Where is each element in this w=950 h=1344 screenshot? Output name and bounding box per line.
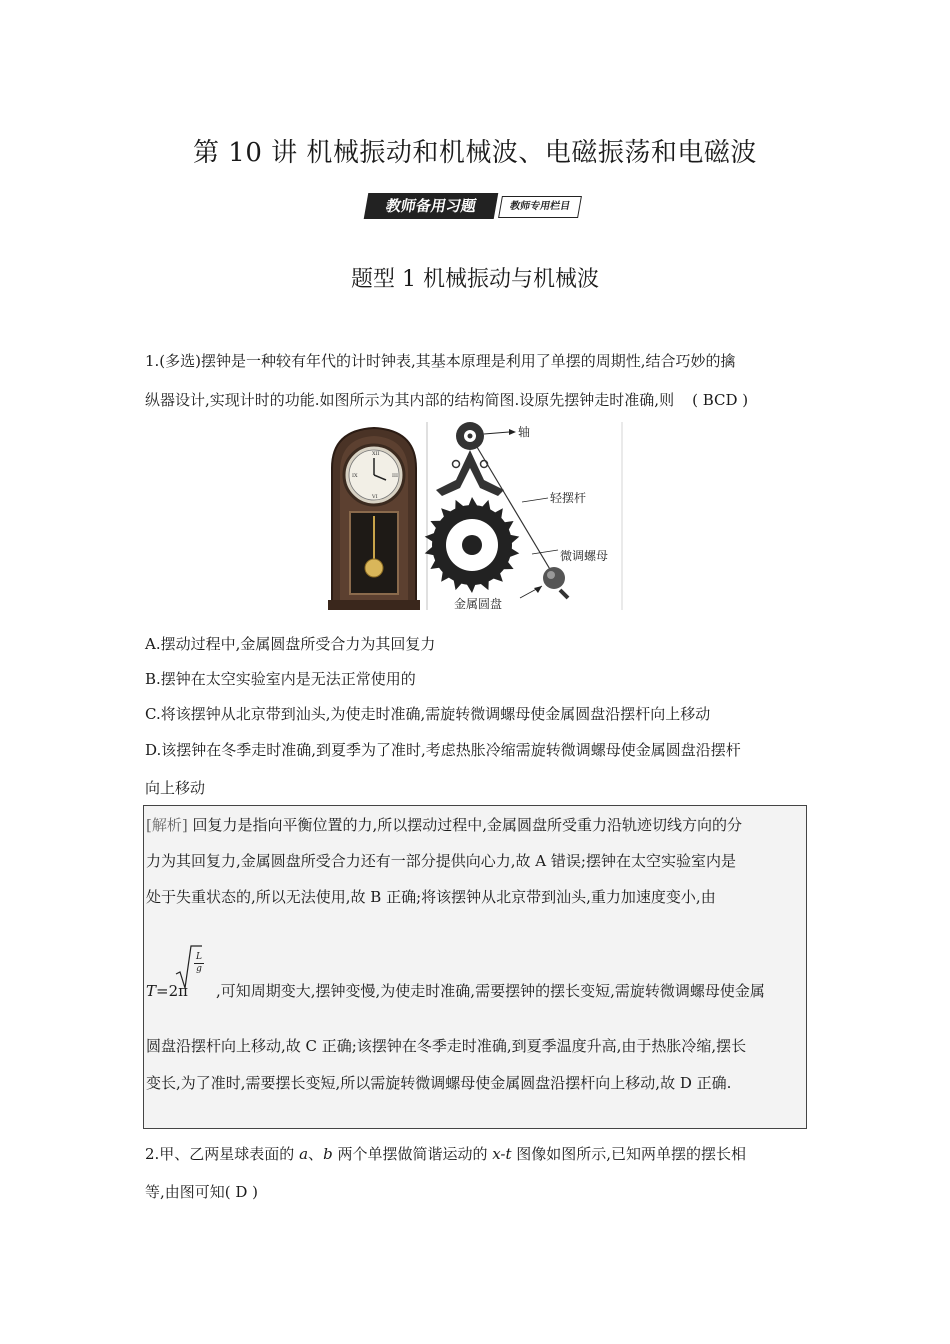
q1-line2-text: 纵器设计,实现计时的功能.如图所示为其内部的结构简图.设原先摆钟走时准确,则 — [145, 391, 675, 409]
svg-text:III: III — [392, 473, 398, 479]
q1-line1: 1.(多选)摆钟是一种较有年代的计时钟表,其基本原理是利用了单摆的周期性,结合巧妙的擒 — [145, 352, 736, 370]
label-rod: 轻摆杆 — [550, 491, 587, 505]
q1-option-d: D.该摆钟在冬季走时准确,到夏季为了准时,考虑热胀冷缩需旋转微调螺母使金属圆盘沿摆杆 — [145, 741, 741, 759]
q2-text-c: 图像如图所示,已知两单摆的摆长相 — [511, 1145, 747, 1163]
analysis-box — [143, 805, 807, 1129]
q2-var-xt: x-t — [492, 1145, 512, 1163]
q2-sep: 、 — [308, 1145, 324, 1163]
q2-line1 — [145, 1143, 746, 1164]
formula-den: g — [196, 964, 202, 974]
q2-var-a: a — [299, 1145, 309, 1163]
analysis-line1-text: 回复力是指向平衡位置的力,所以摆动过程中,金属圆盘所受重力沿轨迹切线方向的分 — [187, 816, 743, 834]
formula-line — [146, 980, 765, 1001]
analysis-tag: [解析] — [146, 816, 188, 834]
pendulum-clock-figure — [324, 420, 624, 612]
analysis-line5: 圆盘沿摆杆向上移动,故 C 正确;该摆钟在冬季走时准确,到夏季温度升高,由于热胀冷缩,摆长 — [146, 1037, 747, 1055]
pendulum-clock-diagram — [324, 420, 624, 612]
q2-var-b: b — [323, 1145, 333, 1163]
formula-T: T — [146, 982, 157, 1000]
label-axis: 轴 — [518, 425, 531, 439]
formula-num: L — [194, 952, 204, 964]
formula-eq: =2π — [156, 982, 188, 1000]
q1-answer: ( BCD ) — [692, 391, 749, 409]
banner-sub-label: 教师专用栏目 — [498, 196, 582, 218]
page-title: 第 10 讲 机械振动和机械波、电磁振荡和电磁波 — [193, 138, 757, 168]
q1-option-a: A.摆动过程中,金属圆盘所受合力为其回复力 — [145, 635, 436, 653]
svg-text:XII: XII — [372, 451, 380, 457]
analysis-line1 — [146, 814, 742, 835]
label-nut: 微调螺母 — [560, 549, 609, 563]
analysis-line3: 处于失重状态的,所以无法使用,故 B 正确;将该摆钟从北京带到汕头,重力加速度变小,由 — [146, 888, 716, 906]
label-disc: 金属圆盘 — [454, 597, 503, 611]
formula-fraction — [194, 952, 204, 975]
q1-line2 — [145, 389, 748, 410]
q2-text-a: 2.甲、乙两星球表面的 — [145, 1145, 300, 1163]
q1-option-c: C.将该摆钟从北京带到汕头,为使走时准确,需旋转微调螺母使金属圆盘沿摆杆向上移动 — [145, 705, 711, 723]
svg-text:IX: IX — [352, 473, 358, 479]
analysis-line6: 变长,为了准时,需要摆长变短,所以需旋转微调螺母使金属圆盘沿摆杆向上移动,故 D 正确. — [146, 1074, 732, 1092]
teacher-banner — [366, 193, 582, 219]
q1-option-b: B.摆钟在太空实验室内是无法正常使用的 — [145, 670, 416, 688]
banner-main-label: 教师备用习题 — [364, 193, 499, 219]
q2-line2: 等,由图可知( D ) — [145, 1183, 259, 1201]
analysis-line4: ,可知周期变大,摆钟变慢,为使走时准确,需要摆钟的摆长变短,需旋转微调螺母使金属 — [216, 982, 765, 1000]
sqrt-symbol — [174, 942, 204, 990]
analysis-line2: 力为其回复力,金属圆盘所受合力还有一部分提供向心力,故 A 错误;摆钟在太空实验室内是 — [146, 852, 736, 870]
q2-text-b: 两个单摆做简谐运动的 — [332, 1145, 493, 1163]
q1-option-d-cont: 向上移动 — [145, 779, 206, 797]
svg-text:VI: VI — [372, 494, 378, 500]
section-title: 题型 1 机械振动与机械波 — [351, 267, 599, 292]
